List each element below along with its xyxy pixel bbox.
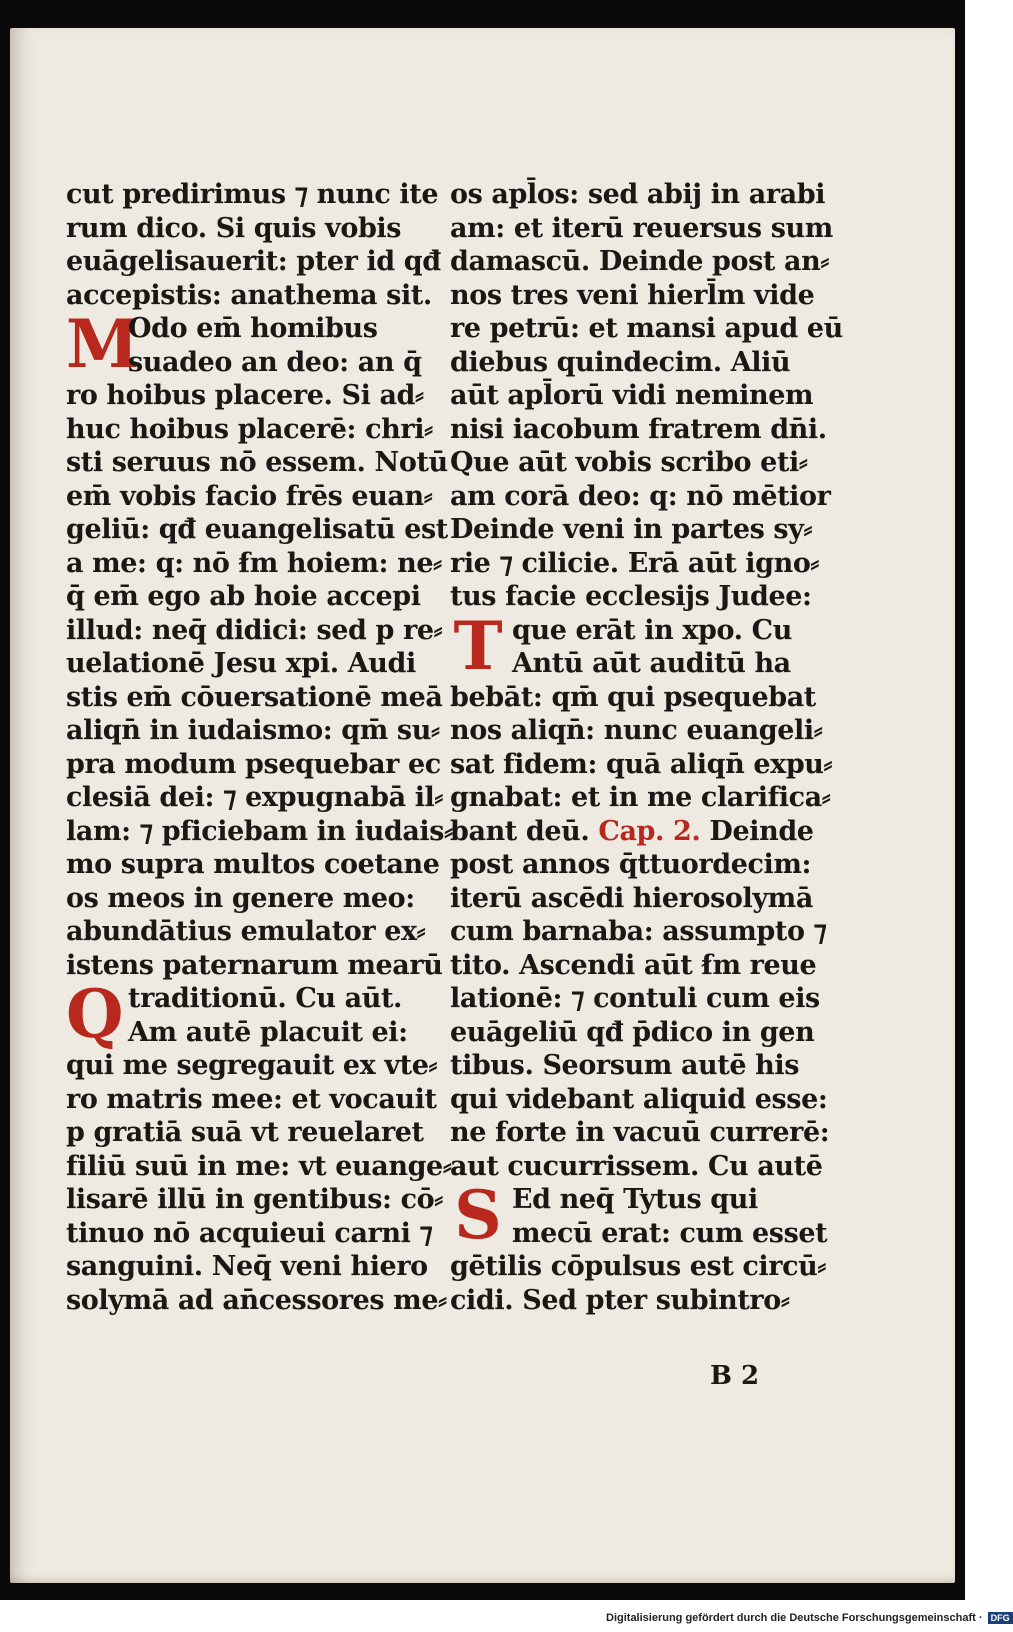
drop-initial-block [66,975,436,1053]
drop-initial-block [450,606,850,685]
text-line: clesiā dei: ⁊ expugnabā il⸗ [66,782,443,813]
red-initial-letter: T [453,606,503,685]
text-line: filiū suū in me: vt euange⸗ [66,1150,452,1182]
text-line: qui me segregauit ex vte⸗ [66,1050,438,1081]
text-line: cut predirimus ⁊ nunc ite [66,179,439,210]
text-line: sat fidem: quā aliqn̄ expu⸗ [450,748,833,780]
text-fragment: bant deū. [450,815,599,847]
text-line: suadeo an deo: an q̄ [128,346,422,378]
red-initial-letter: S [454,1176,502,1254]
text-fragment: Deinde [700,815,814,847]
left-lines-c [66,1049,452,1317]
left-lines-a [66,178,441,312]
text-line: aliqn̄ in iudaismo: qm̄ su⸗ [66,715,440,746]
left-lines-b [66,379,453,982]
text-line: qui videbant aliquid esse: [450,1083,828,1115]
text-line: iterū ascēdi hierosolymā [450,882,813,914]
text-line: am corā deo: q: nō mētior [450,480,831,512]
text-line: mecū erat: cum esset [512,1217,828,1249]
text-line: Que aūt vobis scribo eti⸗ [450,447,808,478]
book-page [10,28,955,1583]
text-line: sti seruus nō essem. Notū [66,447,448,478]
text-line: sanguini. Neq̄ veni hiero [66,1251,428,1282]
dfg-logo: DFG [988,1612,1013,1624]
text-line: os apl̄os: sed abij in arabi [450,179,826,210]
text-line: huc hoibus placerē: chri⸗ [66,413,433,445]
text-line: euāgelisauerit: pter id qđ [66,246,441,277]
text-line: Am autē placuit ei: [128,1016,408,1048]
text-line: ro hoibus placere. Si ad⸗ [66,380,424,411]
text-line: accepistis: anathema sit. [66,279,432,311]
text-line: abundātius emulator ex⸗ [66,916,426,947]
text-line: solymā ad an̄cessores me⸗ [66,1284,447,1316]
text-line: geliū: qđ euangelisatū est [66,514,448,545]
text-line: tito. Ascendi aūt ẜm reue [450,949,817,981]
text-line: nos aliqn̄: nunc euangeli⸗ [450,715,823,746]
text-line: os meos in genere meo: [66,882,415,914]
text-line: em̄ vobis facio frēs euan⸗ [66,480,433,512]
text-line-with-rubric [450,815,850,849]
text-line: ne forte in vacuū currerē: [450,1117,830,1148]
text-line: p gratiā suā vt reuelaret [66,1117,424,1148]
text-line: mo supra multos coetane [66,849,440,880]
text-line: rum dico. Si quis vobis [66,212,402,244]
text-line: gnabat: et in me clarifica⸗ [450,782,831,813]
text-line: euāgeliū qđ p̄dico in gen [450,1016,815,1048]
text-line: uelationē Jesu xpi. Audi [66,648,416,679]
right-lines-a [450,178,850,614]
text-line: gētilis cōpulsus est circū⸗ [450,1251,826,1282]
text-line: stis em̄ cōuersationē meā [66,681,443,713]
text-line: cidi. Sed pter subintro⸗ [450,1284,790,1316]
text-line: lisarē illū in gentibus: cō⸗ [66,1184,443,1215]
text-line: tus facie ecclesijs Judee: [450,581,812,612]
text-line: bebāt: qm̄ qui psequebat [450,681,816,713]
text-line: Antū aūt auditū ha [512,648,791,679]
text-line: rie ⁊ cilicie. Erā aūt igno⸗ [450,547,820,579]
text-line: istens paternarum mearū [66,949,443,981]
text-line: que erāt in xpo. Cu [512,614,792,646]
text-line: Odo em̄ homibus [128,313,378,344]
right-column [450,178,850,1317]
text-line: Deinde veni in partes sy⸗ [450,514,813,545]
text-line: tinuo nō acquieui carni ⁊ [66,1217,433,1249]
drop-initial-block [450,1176,850,1254]
funding-footer [606,1612,1013,1624]
red-initial-letter: M [66,305,140,383]
text-line: diebus quindecim. Aliū [450,346,791,378]
text-line: pra modum psequebar ec [66,748,441,780]
text-line: nisi iacobum fratrem dn̄i. [450,413,827,445]
drop-initial-block [66,305,436,383]
text-line: post annos q̄ttuordecim: [450,849,812,880]
text-line: q̄ em̄ ego ab hoie accepi [66,581,421,612]
text-line: lationē: ⁊ contuli cum eis [450,983,820,1014]
signature-mark: B 2 [710,1361,760,1391]
left-column [66,178,453,1317]
text-line: aūt apl̄orū vidi neminem [450,380,814,411]
chapter-rubric: Cap. 2. [598,815,701,847]
text-line: illud: neq̄ didici: sed p re⸗ [66,614,443,646]
right-lines-b [450,681,850,1184]
text-line: traditionū. Cu aūt. [128,983,403,1014]
text-line: aut cucurrissem. Cu autē [450,1150,823,1182]
text-line: tibus. Seorsum autē his [450,1050,800,1081]
text-line: re petrū: et mansi apud eū [450,313,843,344]
text-line: damascū. Deinde post an⸗ [450,246,829,277]
text-line: cum barnaba: assumpto ⁊ [450,916,827,947]
text-line: Ed neq̄ Tytus qui [512,1184,758,1215]
text-line: ro matris mee: et vocauit [66,1083,437,1115]
footer-text: Digitalisierung gefördert durch die Deutsche Forschungsgemeinschaft · [606,1612,983,1624]
text-line: nos tres veni hierl̄m vide [450,279,815,311]
text-line: am: et iterū reuersus sum [450,212,833,244]
right-lines-c [450,1250,850,1317]
text-line: lam: ⁊ pficiebam in iudais⸗ [66,815,453,847]
red-initial-letter: Q [66,975,124,1053]
text-line: a me: q: nō ẜm hoiem: ne⸗ [66,547,442,579]
